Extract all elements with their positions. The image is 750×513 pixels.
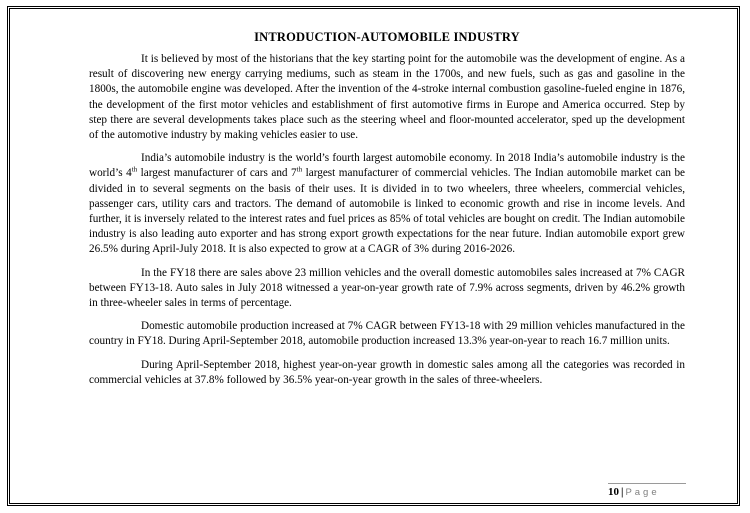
- page-number: 10: [608, 486, 619, 498]
- page-footer: [608, 486, 690, 499]
- superscript-th-2: th: [296, 165, 303, 174]
- footer-rule: [608, 483, 686, 484]
- footer-separator: |: [621, 486, 624, 498]
- paragraph-india-part3: largest manufacturer of commercial vehicles. The Indian automobile market can be divided in to several segments on the basis of their uses. It is divided in to two wheelers, three wheelers, commercial vehicles, passenger cars, utility cars and tractors. The demand of automobile is linked to economic growth and rise in income levels. And further, it is inversely related to the interest rates and fuel prices as 85% of total vehicles are bought on credit. The Indian automobile industry is also leading auto exporter and has strong export growth expectations for the near future. Indian automobile export grew 26.5% during April-July 2018. It is also expected to grow at a CAGR of 3% during 2016-2026.: [89, 167, 686, 256]
- document-body: [89, 30, 685, 396]
- paragraph-india-part1: India’s automobile industry is the world’s fourth largest automobile economy. In 2018 India’s automobile industry is the world’s 4: [89, 152, 685, 180]
- paragraph-history: It is believed by most of the historians that the key starting point for the automobile was the development of engine. As a result of discovering new energy carrying mediums, such as steam in the 1700s, and new fuels, such as gas and gasoline in the 1800s, the automobile engine was developed. After the invention of the 4-stroke internal combustion gasoline-fueled engine in 1876, the development of the first motor vehicles and establishment of first automotive firms in Europe and America occurred. Step by step there are several developments takes place such as the steering wheel and floor-mounted accelerator, sped up the development of the automotive industry by making vehicles easier to use.: [89, 53, 685, 142]
- page-label: Page: [625, 487, 660, 498]
- page-title: INTRODUCTION-AUTOMOBILE INDUSTRY: [254, 30, 520, 44]
- paragraph-fy18-sales: In the FY18 there are sales above 23 million vehicles and the overall domestic automobiles sales increased at 7% CAGR between FY13-18. Auto sales in July 2018 witnessed a year-on-year growth rate of 7.9% across segments, driven by 46.2% growth in three-wheeler sales in terms of percentage.: [89, 266, 685, 310]
- paragraph-india-part2: largest manufacturer of cars and 7: [137, 167, 297, 180]
- paragraph-production: Domestic automobile production increased at 7% CAGR between FY13-18 with 29 million vehicles manufactured in the country in FY18. During April-September 2018, automobile production increased 13.3% year-on-year to reach 16.7 million units.: [89, 320, 685, 348]
- paragraph-india-industry: [89, 151, 685, 257]
- superscript-th-1: th: [131, 165, 138, 174]
- paragraph-growth-categories: During April-September 2018, highest year-on-year growth in domestic sales among all the categories was recorded in commercial vehicles at 37.8% followed by 36.5% year-on-year growth in the sales of three-wheelers.: [89, 358, 685, 386]
